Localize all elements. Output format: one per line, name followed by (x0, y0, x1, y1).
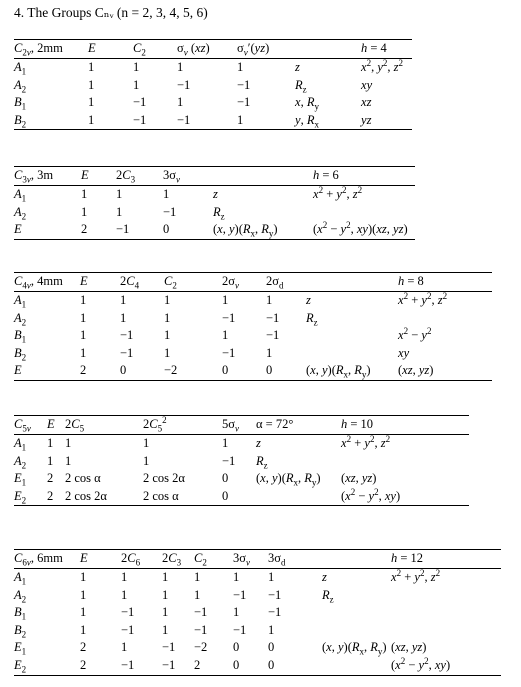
table-row (14, 639, 501, 657)
table-cell: 1 (80, 587, 87, 602)
table-cell: −1 (222, 345, 236, 360)
table-row (14, 362, 492, 380)
table-cell: 1 (81, 204, 88, 219)
table-cell: −1 (133, 112, 177, 130)
table-cell: 1 (164, 328, 171, 343)
irrep-label: $A_2$ (14, 453, 27, 471)
table-cell: (x, $y)(R_x$, $R_y$) (256, 471, 321, 488)
table-cell: 1 (65, 436, 72, 450)
table-cell: $R_z$ (213, 204, 225, 222)
irrep-label: $A_2$ (14, 204, 27, 222)
table-cell: 0 (222, 471, 229, 486)
table-row (14, 292, 492, 310)
table-cell: (x, $y)(R_x$, $R_y$) (306, 362, 398, 380)
table-row (14, 435, 469, 453)
table-cell: $R_z$ (322, 587, 334, 605)
table-cell: x, $R_y$ (295, 95, 319, 112)
table-cell: z (295, 60, 300, 74)
table-cell: $R_z$ (256, 453, 268, 471)
table-cell: −1 (222, 453, 236, 468)
table-cell: 2 (80, 362, 120, 380)
table-cell: −1 (194, 605, 208, 620)
table-cell: 1 (88, 95, 95, 110)
table-cell: $R_z$ (306, 310, 318, 328)
table-cell: 1 (237, 112, 295, 130)
table-cell (306, 327, 398, 345)
table-cell: z (322, 570, 327, 584)
table-cell: $x^2 + y^2$, $z^2$ (398, 290, 448, 307)
column-header (322, 550, 391, 569)
table-cell: xz (361, 95, 372, 110)
column-header: $3\sigma_v$ (163, 167, 213, 186)
table-cell: 1 (47, 453, 54, 468)
irrep-label: $E_2$ (14, 657, 80, 675)
table-row (14, 327, 492, 345)
column-header: $2\sigma_v$ (222, 273, 266, 292)
irrep-label: $A_2$ (14, 310, 27, 328)
table-cell: 1 (266, 345, 273, 360)
table-cell: −1 (177, 112, 237, 130)
table-header-row (14, 550, 501, 569)
table-cell (398, 310, 492, 328)
table-cell: xy (398, 345, 410, 360)
column-header: h = 12 (391, 550, 501, 569)
table-cell (313, 204, 415, 222)
table-cell: 1 (164, 310, 171, 325)
column-header: E (81, 167, 116, 186)
column-header: $\sigma_v'(yz)$ (237, 40, 295, 59)
table-cell: 0 (268, 657, 322, 675)
table-cell: (xz, yz) (391, 640, 427, 655)
table-cell: 2 cos 2α (65, 488, 143, 506)
table-cell: 1 (65, 453, 72, 468)
table-cell: 2 cos α (65, 471, 101, 486)
table-cell: −1 (237, 95, 251, 110)
group-label: $C_{2v}$, 2mm (14, 40, 88, 59)
table-cell: 1 (162, 605, 169, 620)
table-cell: −1 (121, 657, 162, 675)
table-cell: (xz, yz) (341, 471, 377, 486)
table-cell: (x, $y)(R_x$, $R_y$) (213, 221, 313, 239)
table-row (14, 59, 412, 77)
table-cell: 2 (47, 471, 54, 486)
irrep-label: $B_1$ (14, 605, 27, 622)
column-header (306, 273, 398, 292)
table-header-row (14, 416, 469, 435)
irrep-label: $A_1$ (14, 570, 27, 587)
table-cell: 1 (194, 570, 201, 584)
table-cell: 1 (237, 60, 244, 74)
table-cell (341, 453, 469, 471)
character-table (14, 166, 415, 240)
irrep-label: $A_1$ (14, 187, 27, 204)
table-cell: 1 (80, 310, 87, 325)
table-cell: −1 (266, 328, 280, 343)
table-cell: 1 (268, 622, 275, 637)
table-row (14, 221, 415, 239)
column-header: $2C_4$ (120, 273, 164, 292)
table-cell: 1 (120, 310, 127, 325)
table-cell: 1 (222, 328, 229, 343)
table-cell: 1 (143, 453, 150, 468)
column-header: $2C_5^2$ (143, 416, 222, 435)
table-row (14, 186, 415, 204)
column-header (213, 167, 313, 186)
table-cell: 1 (222, 436, 229, 450)
table-cell: 1 (88, 60, 95, 74)
table-cell: 1 (266, 293, 273, 307)
table-cell: ($x^2 - y^2$, xy) (391, 657, 501, 675)
table-row (14, 453, 469, 471)
table-header-row (14, 167, 415, 186)
table-cell: −2 (194, 640, 208, 655)
table-cell: z (306, 293, 311, 307)
table-cell: −1 (121, 622, 135, 637)
irrep-label: $B_2$ (14, 112, 88, 130)
table-cell: 1 (88, 112, 133, 130)
table-cell: −1 (237, 77, 251, 92)
table-cell: 1 (177, 95, 184, 110)
table-cell: $x^2$, $y^2$, $z^2$ (361, 57, 403, 74)
column-header: $3\sigma_d$ (268, 550, 322, 569)
table-cell: −1 (268, 587, 282, 602)
table-cell: 1 (133, 77, 140, 92)
table-cell: 1 (133, 60, 140, 74)
table-cell: 0 (163, 221, 213, 239)
column-header: $C_2$ (133, 40, 177, 59)
table-cell: 1 (233, 570, 240, 584)
column-header: $5\sigma_v$ (222, 416, 256, 435)
column-header: $2C_5$ (65, 416, 143, 435)
table-cell: z (256, 436, 261, 450)
table-cell: 1 (233, 605, 240, 620)
table-row (14, 94, 412, 112)
irrep-label: $B_1$ (14, 95, 27, 112)
table-cell: 0 (233, 657, 268, 675)
table-cell: −1 (121, 605, 135, 620)
table-cell (256, 488, 341, 506)
table-cell: ($x^2 - y^2$, xy)(xz, yz) (313, 221, 415, 239)
table-header-row (14, 273, 492, 292)
table-cell: 0 (268, 640, 275, 655)
table-cell: $x^2 + y^2$, $z^2$ (313, 184, 363, 201)
section-heading: 4. The Groups Cₙᵥ (n = 2, 3, 4, 5, 6) (14, 5, 208, 20)
irrep-label: $A_1$ (14, 436, 27, 453)
column-header: $2C_3$ (116, 167, 163, 186)
table-cell: −1 (120, 345, 134, 360)
table-cell: −1 (268, 605, 282, 620)
column-header: E (47, 416, 65, 435)
table-cell (391, 604, 501, 622)
column-header: h = 10 (341, 416, 469, 435)
column-header: $C_2$ (164, 273, 222, 292)
group-label: $C_{5v}$ (14, 416, 47, 435)
table-row (14, 77, 412, 95)
table-cell: 0 (222, 488, 256, 506)
table-cell: 1 (194, 587, 201, 602)
table-row (14, 112, 412, 130)
table-row (14, 310, 492, 328)
column-header: h = 6 (313, 167, 415, 186)
table-row (14, 470, 469, 488)
table-cell: y, $R_x$ (295, 112, 361, 130)
irrep-label: $E_2$ (14, 488, 47, 506)
table-cell: −1 (233, 622, 247, 637)
table-cell: 1 (143, 436, 150, 450)
table-cell: 2 cos 2α (143, 471, 185, 486)
table-cell: 2 cos α (143, 488, 222, 506)
table-row (14, 622, 501, 640)
table-cell: 1 (163, 187, 170, 201)
table-row (14, 488, 469, 506)
column-header: h = 4 (361, 40, 412, 59)
table-cell: 1 (80, 345, 87, 360)
table-cell: 1 (162, 570, 169, 584)
table-row (14, 657, 501, 675)
table-cell: 1 (120, 293, 127, 307)
irrep-label: $A_2$ (14, 587, 27, 605)
table-cell: $R_z$ (295, 77, 307, 95)
table-cell: −1 (116, 221, 163, 239)
table-row (14, 345, 492, 363)
table-header-row (14, 40, 412, 59)
table-cell: 0 (233, 640, 240, 655)
table-cell: −1 (233, 587, 247, 602)
table-cell: 1 (121, 640, 128, 655)
character-table (14, 272, 492, 381)
table-cell: −1 (162, 657, 194, 675)
table-cell: 2 (80, 657, 121, 675)
column-header: α = 72° (256, 416, 341, 435)
table-cell: 1 (80, 293, 87, 307)
irrep-label: $B_2$ (14, 345, 27, 363)
table-cell (322, 622, 391, 640)
table-cell: $x^2 - y^2$ (398, 326, 432, 343)
table-cell: 1 (222, 293, 229, 307)
table-cell: 1 (162, 587, 169, 602)
table-cell: z (213, 187, 218, 201)
column-header: E (88, 40, 133, 59)
column-header: $2\sigma_d$ (266, 273, 306, 292)
table-cell: 1 (80, 622, 87, 637)
table-cell: −1 (266, 310, 280, 325)
table-row (14, 604, 501, 622)
irrep-label: $B_2$ (14, 622, 27, 640)
table-cell: 1 (81, 187, 88, 201)
irrep-label: $E_1$ (14, 471, 27, 488)
table-cell (306, 345, 398, 363)
table-cell: (xz, yz) (398, 362, 492, 380)
irrep-label: $A_2$ (14, 77, 27, 95)
table-cell: 1 (116, 187, 123, 201)
table-row (14, 204, 415, 222)
column-header: E (80, 550, 121, 569)
table-row (14, 587, 501, 605)
table-cell: 2 (81, 221, 116, 239)
irrep-label: $B_1$ (14, 328, 27, 345)
table-cell: 2 (47, 488, 65, 506)
group-label: $C_{4v}$, 4mm (14, 273, 80, 292)
character-table (14, 39, 412, 130)
table-cell: −1 (177, 77, 191, 92)
table-cell: 1 (164, 293, 171, 307)
table-cell: (x, $y)(R_x$, $R_y$) (322, 640, 387, 657)
table-cell: −1 (222, 310, 236, 325)
table-cell: −1 (194, 622, 208, 637)
table-cell: 1 (80, 328, 87, 343)
table-cell: yz (361, 112, 412, 130)
table-cell: 1 (121, 587, 128, 602)
column-header (295, 40, 361, 59)
table-cell (391, 587, 501, 605)
table-cell: $x^2 + y^2$, $z^2$ (341, 433, 391, 450)
irrep-label: E (14, 221, 81, 239)
table-cell (322, 657, 391, 675)
table-cell: ($x^2 - y^2$, xy) (341, 488, 469, 506)
column-header: $2C_3$ (162, 550, 194, 569)
column-header: $\sigma_v$ (xz) (177, 40, 237, 59)
irrep-label: $A_1$ (14, 60, 27, 77)
irrep-label: $E_1$ (14, 640, 27, 657)
table-cell: 0 (222, 362, 266, 380)
character-table (14, 415, 469, 506)
column-header: E (80, 273, 120, 292)
group-label: $C_{6v}$, 6mm (14, 550, 80, 569)
group-label: $C_{3v}$, 3m (14, 167, 81, 186)
table-cell: 1 (164, 345, 171, 360)
table-cell (322, 604, 391, 622)
table-cell (391, 622, 501, 640)
table-cell: 1 (80, 570, 87, 584)
table-cell: 0 (120, 362, 164, 380)
table-cell: $x^2 + y^2$, $z^2$ (391, 567, 441, 584)
table-cell: −1 (120, 328, 134, 343)
irrep-label: E (14, 362, 80, 380)
column-header: $2C_6$ (121, 550, 162, 569)
table-cell: 1 (268, 570, 275, 584)
table-cell: 2 (194, 657, 233, 675)
table-row (14, 569, 501, 587)
table-cell: 1 (162, 622, 169, 637)
table-cell: −1 (163, 204, 177, 219)
table-cell: 1 (80, 605, 87, 620)
table-cell: 1 (121, 570, 128, 584)
column-header: $C_2$ (194, 550, 233, 569)
table-cell: 1 (177, 60, 184, 74)
table-cell: 0 (266, 362, 306, 380)
table-cell: −2 (164, 362, 222, 380)
character-table (14, 549, 501, 676)
table-cell: xy (361, 77, 373, 92)
table-cell: 1 (116, 204, 123, 219)
column-header: h = 8 (398, 273, 492, 292)
table-cell: 2 (80, 640, 87, 655)
irrep-label: $A_1$ (14, 293, 27, 310)
table-cell: 1 (47, 436, 54, 450)
table-cell: −1 (133, 95, 147, 110)
table-cell: 1 (88, 77, 95, 92)
column-header: $3\sigma_v$ (233, 550, 268, 569)
table-cell: −1 (162, 640, 176, 655)
